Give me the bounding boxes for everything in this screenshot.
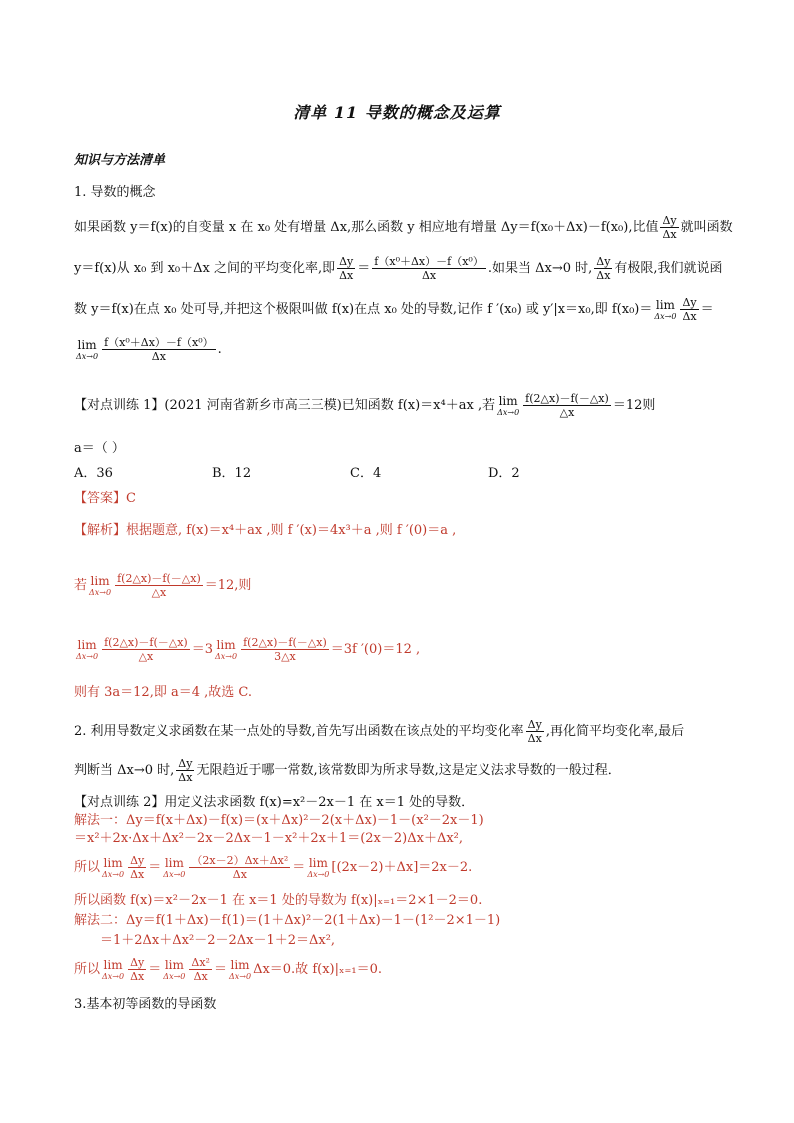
limit-label: lim [77,637,97,652]
fraction [115,572,203,599]
limit [76,639,98,661]
answer-value: C [126,491,136,506]
equals-sign: ＝ [148,860,162,875]
method-line-1 [74,718,734,745]
text: ,再化简平均变化率,最后 [545,724,685,739]
text: 有极限,我们就说函 [614,261,723,276]
limit-label: lim [216,637,236,652]
fraction [189,956,212,983]
exercise-2-solution-2-line-3 [74,956,734,983]
limit [89,575,111,597]
limit-label: lim [77,337,97,352]
denominator: Δx [662,228,677,241]
limit-subscript: Δx→0 [76,651,99,661]
limit [497,395,519,417]
denominator: Δx [130,970,145,983]
exercise-1-analysis [74,522,734,540]
numerator: f（x⁰＋Δx）－f（x⁰） [104,336,214,349]
numerator: Δy [682,296,697,309]
limit [102,959,124,981]
denominator: Δx [682,310,697,323]
exercise-1-blank: a＝（ ） [74,441,125,456]
text: (2021 河南省新乡市高三三模)已知函数 f(x)＝x⁴＋ax ,若 [164,398,496,413]
exercise-2-solution-1-line-1: 解法一：Δy＝f(x＋Δx)－f(x)＝(x＋Δx)²－2(x＋Δx)－1－(x²－2x－1) [74,813,484,828]
denominator: Δx [339,269,354,282]
denominator: △x [151,586,167,599]
limit-label: lim [498,393,518,408]
text: 就叫函数 [680,220,733,235]
concept-line-2 [74,255,734,282]
limit-subscript: Δx→0 [307,869,330,879]
numerator: f(2△x)－f(－△x) [243,636,327,649]
exercise-1-choices [74,465,734,483]
limit-subscript: Δx→0 [102,869,125,879]
text: 数 y＝f(x)在点 x₀ 处可导,并把这个极限叫做 f(x)在点 x₀ 处的导数,记作 f ′(x₀) 或 y′|x＝x₀,即 f(x₀)＝ [74,302,653,317]
fraction [523,392,611,419]
analysis-tag: 【解析】 [74,523,127,538]
limit-label: lim [103,855,123,870]
limit [102,857,124,879]
limit [229,959,251,981]
text: 无限趋近于哪一常数,该常数即为所求导数,这是定义法求导数的一般过程． [196,763,621,778]
denominator: Δx [178,771,193,784]
numerator: Δy [339,255,354,268]
denominator: △x [559,406,575,419]
denominator: Δx [232,868,247,881]
exercise-tag: 【对点训练 1】 [74,398,165,413]
exercise-1-step-1 [74,572,734,599]
text: ＝12则 [612,398,656,413]
limit-subscript: Δx→0 [163,971,186,981]
fraction [102,336,216,363]
fraction [128,854,146,881]
text: ＝12,则 [204,578,252,593]
limit-label: lim [230,957,250,972]
fraction [594,255,612,282]
text: ＝ [700,302,714,317]
numerator: Δy [662,214,677,227]
section-heading: 知识与方法清单 [74,153,166,168]
limit-subscript: Δx→0 [102,971,125,981]
limit-subscript: Δx→0 [228,971,252,981]
numerator: Δy [596,255,611,268]
limit-subscript: Δx→0 [497,407,520,417]
numerator: f（x⁰＋Δx）－f（x⁰） [374,255,484,268]
exercise-2-solution-2-line-2: ＝1＋2Δx＋Δx²－2－2Δx－1＋2＝Δx², [100,933,336,948]
derivative-table-heading: 3.基本初等函数的导函数 [74,997,217,1012]
equals-sign: ＝ [357,261,371,276]
numerator: f(2△x)－f(－△x) [117,572,201,585]
limit-label: lim [90,573,110,588]
exercise-1-step-2 [74,636,734,663]
limit-subscript: Δx→0 [215,651,238,661]
denominator: △x [138,650,154,663]
numerator: Δy [527,718,542,731]
fraction [372,255,486,282]
numerator: Δy [178,757,193,770]
denominator: Δx [151,350,166,363]
exercise-2-solution-1-line-4: 所以函数 f(x)＝x²－2x－1 在 x＝1 处的导数为 f(x)|ₓ₌₁＝2×1－2＝0. [74,893,483,908]
limit-label: lim [655,297,675,312]
fraction [241,636,329,663]
denominator: Δx [527,732,542,745]
limit [163,959,185,981]
limit-label: lim [103,957,123,972]
exercise-2-question: 【对点训练 2】用定义法求函数 f(x)=x²－2x－1 在 x＝1 处的导数． [74,795,475,810]
numerator: f(2△x)－f(－△x) [525,392,609,405]
limit-subscript: Δx→0 [76,351,99,361]
limit-label: lim [164,957,184,972]
analysis-text: 根据题意, f(x)＝x⁴＋ax ,则 f ′(x)＝4x³＋a ,则 f ′(0)＝a , [126,523,457,538]
fraction [337,255,355,282]
denominator: Δx [130,868,145,881]
text: y＝f(x)从 x₀ 到 x₀＋Δx 之间的平均变化率,即 [74,261,336,276]
exercise-2-solution-2-line-1: 解法二：Δy＝f(1＋Δx)－f(1)＝(1＋Δx)²－2(1＋Δx)－1－(1²－2×1－1) [74,913,501,928]
concept-line-1 [74,214,734,241]
exercise-1-answer [74,490,734,508]
denominator: 3△x [274,650,296,663]
text: 若 [74,578,88,593]
choice-a: A．36 [74,466,113,481]
text: ＝3 [191,642,214,657]
limit-subscript: Δx→0 [654,311,677,321]
fraction [660,214,678,241]
limit [76,339,98,361]
limit-subscript: Δx→0 [163,869,186,879]
choice-b: B．12 [212,466,252,481]
limit [654,299,676,321]
fraction [102,636,190,663]
exercise-1-question [74,392,734,419]
concept-line-4 [74,336,734,363]
text: 2. 利用导数定义求函数在某一点处的导数,首先写出函数在该点处的平均变化率 [74,724,524,739]
text: 如果函数 y＝f(x)的自变量 x 在 x₀ 处有增量 Δx,那么函数 y 相应地有增量 Δy＝f(x₀＋Δx)－f(x₀),比值 [74,220,659,235]
fraction [176,757,194,784]
fraction [189,854,290,881]
answer-tag: 【答案】 [74,491,127,506]
denominator: Δx [421,269,437,282]
limit [215,639,237,661]
numerator: Δy [130,854,145,867]
concept-heading: 1. 导数的概念 [74,185,156,200]
text: . [217,342,222,357]
fraction [680,296,698,323]
limit [163,857,185,879]
numerator: Δy [130,956,145,969]
method-line-2 [74,757,734,784]
numerator: （2x－2）Δx＋Δx² [191,854,289,867]
denominator: Δx [596,269,611,282]
denominator: Δx [193,970,208,983]
text: 所以 [74,860,101,875]
exercise-2-solution-1-line-2: ＝x²＋2x·Δx＋Δx²－2x－2Δx－1－x²＋2x＋1＝(2x－2)Δx＋Δx², [74,831,464,846]
text: ＝3f ′(0)＝12 , [330,642,421,657]
limit-label: lim [164,855,184,870]
exercise-2-solution-1-line-3 [74,854,734,881]
limit [307,857,329,879]
fraction [526,718,544,745]
text: [(2x－2)＋Δx]＝2x－2. [331,860,473,875]
limit-label: lim [308,855,328,870]
choice-c: C．4 [350,466,382,481]
choice-d: D．2 [488,466,520,481]
numerator: Δx² [191,956,210,969]
limit-subscript: Δx→0 [89,587,112,597]
equals-sign: ＝ [213,962,227,977]
fraction [128,956,146,983]
exercise-1-step-3: 则有 3a＝12,即 a＝4 ,故选 C. [74,685,252,700]
text: Δx＝0.故 f(x)|ₓ₌₁＝0. [253,962,382,977]
text: 所以 [74,962,101,977]
equals-sign: ＝ [292,860,306,875]
concept-line-3 [74,296,734,323]
text: 判断当 Δx→0 时, [74,763,175,778]
text: .如果当 Δx→0 时, [487,261,593,276]
numerator: f(2△x)－f(－△x) [104,636,188,649]
equals-sign: ＝ [148,962,162,977]
page-title: 清单 11 导数的概念及运算 [293,103,501,122]
